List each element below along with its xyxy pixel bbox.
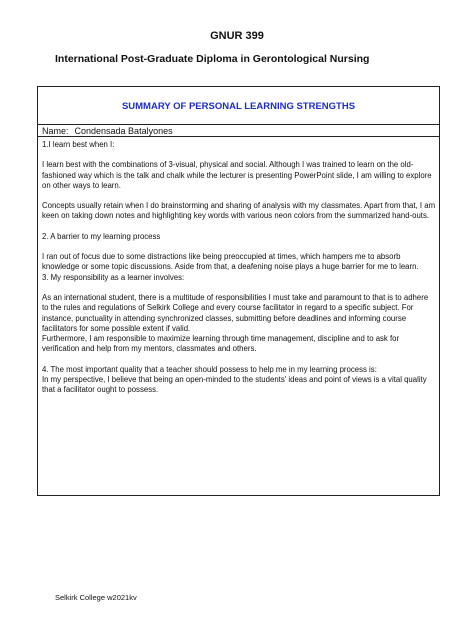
answer-4: In my perspective, I believe that being an open-minded to the students' ideas and point of views is a vital quality that a facilitator ought to possess. [42, 375, 427, 395]
program-title: International Post-Graduate Diploma in Gerontological Nursing [55, 53, 370, 65]
name-row [38, 124, 439, 137]
answer-3-paragraph-2: Furthermore, I am responsible to maximize learning through time management, discipline and to ask for verification and help from my mentors, classmates and others. [42, 334, 400, 354]
answer-1-paragraph-1: I learn best with the combinations of 3-visual, physical and social. Although I was trained to learn on the old-fashioned way which is the talk and chalk while the lecturer is presenting PowerPoint slide, I am willing to explore on other ways to learn. [42, 160, 432, 190]
footer-text: Selkirk College w2021kv [55, 593, 137, 602]
summary-title: SUMMARY OF PERSONAL LEARNING STRENGTHS [121, 101, 356, 112]
question-2: 2. A barrier to my learning process [42, 231, 161, 241]
form-content [42, 140, 436, 396]
answer-3-paragraph-1: As an international student, there is a multitude of responsibilities I must take and paramount to that is to adhere to the rules and regulations of Selkirk College and every course facilitator in regard to a specific subject. For instance, punctuality in attending synchronized classes, submitting before deadlines and informing course facilitators for some possible extent if valid. [42, 292, 429, 333]
question-3: 3. My responsibility as a learner involves: [42, 272, 185, 282]
summary-form-box [37, 86, 440, 496]
answer-2: I ran out of focus due to some distractions like being preoccupied at times, which hampers me to absorb knowledge or some topic discussions. Aside from that, a deafening noise plays a huge barrier for me to learn. [42, 252, 419, 272]
name-value: Condensada Batalyones [74, 126, 173, 136]
answer-1-paragraph-2: Concepts usually retain when I do brainstorming and sharing of analysis with my classmates. Apart from that, I am keen on taking down notes and highlighting key words with various neon colors from the summarized hand-outs. [42, 201, 436, 221]
question-4: 4. The most important quality that a teacher should possess to help me in my learning process is: [42, 364, 377, 374]
name-label: Name: [42, 126, 69, 136]
course-code: GNUR 399 [210, 30, 264, 42]
question-1: 1.I learn best when I: [42, 140, 115, 149]
